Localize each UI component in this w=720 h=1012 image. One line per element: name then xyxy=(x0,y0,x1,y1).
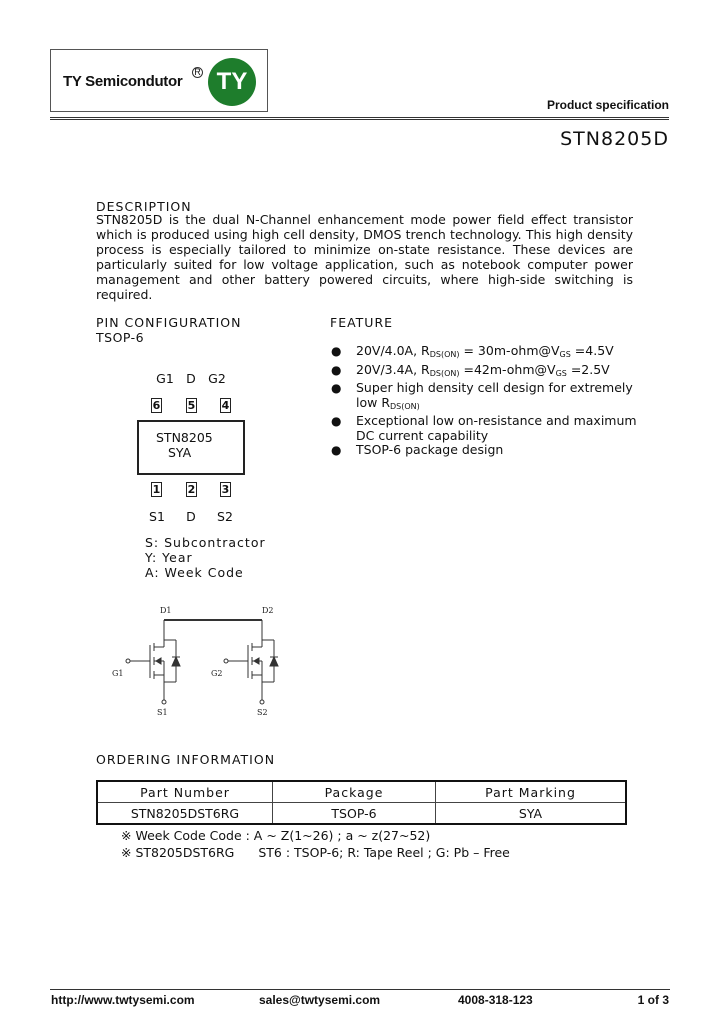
dual-mosfet-schematic xyxy=(110,600,300,720)
ty-logo: TY xyxy=(208,58,256,106)
mosfet-2 xyxy=(224,640,278,700)
part-number-title: STN8205D xyxy=(560,128,669,150)
cell-marking: SYA xyxy=(436,803,627,825)
pin-label-d: D xyxy=(186,371,196,386)
bullet-icon: ● xyxy=(331,414,342,428)
chip-marking-code: SYA xyxy=(168,445,192,460)
package-name: TSOP-6 xyxy=(96,330,145,345)
column-header: Part Marking xyxy=(436,781,627,803)
legend-item: Y: Year xyxy=(145,550,193,565)
doc-type: Product specification xyxy=(546,98,669,112)
footer-email-link[interactable]: sales@twtysemi.com xyxy=(259,993,381,1007)
header-rule xyxy=(50,117,669,118)
marking-legend xyxy=(145,535,266,580)
pin-5: 5 xyxy=(187,399,196,412)
pin-label-g1: G1 xyxy=(156,371,174,386)
registered-mark: R xyxy=(192,67,203,78)
ordering-heading: ORDERING INFORMATION xyxy=(96,752,276,767)
pin-label-g2: G2 xyxy=(208,371,226,386)
header-rule xyxy=(50,119,669,120)
page-number: 1 of 3 xyxy=(637,993,669,1007)
label-g2: G2 xyxy=(211,669,223,678)
pin-4: 4 xyxy=(221,399,230,412)
pin-config-heading: PIN CONFIGURATION xyxy=(96,315,242,330)
cell-part-number: STN8205DST6RG xyxy=(97,803,273,825)
pin-3: 3 xyxy=(221,483,230,496)
ordering-table xyxy=(96,780,627,825)
description-heading: DESCRIPTION xyxy=(96,199,192,214)
feature-item: ● TSOP-6 package design xyxy=(331,442,504,457)
feature-item: ● 20V/3.4A, $R_{DS(ON)}$ $=42m-ohm@V_{GS} =2.5V$ xyxy=(331,361,610,378)
note-week-code: ※ Week Code Code : A ~ Z(1~26) ; a ~ z(27~52) xyxy=(121,828,431,843)
label-s1: S1 xyxy=(157,708,168,717)
note-part-code: ※ ST8205DST6RG ST6 : TSOP-6; R: Tape Reel ; G: Pb – Free xyxy=(121,845,510,860)
column-header: Package xyxy=(273,781,436,803)
bullet-icon: ● xyxy=(331,362,342,377)
description-text: STN8205D is the dual N-Channel enhancement mode power field effect transistor which is produced using high cell density, DMOS trench technology. This high density process is especially tailored to minimize on-state resistance. These devices are particularly suited for low voltage application, such as notebook computer power management and other battery powered circuits, where high-side switching is required. xyxy=(96,212,633,302)
company-name: TY Semicondutor xyxy=(63,73,183,90)
feature-item: ● Exceptional low on-resistance and maximum DC current capability xyxy=(331,413,637,443)
column-header: Part Number xyxy=(97,781,273,803)
table-row xyxy=(97,803,626,825)
feature-list xyxy=(330,344,650,458)
table-header-row xyxy=(97,781,626,803)
pin-label-s2: S2 xyxy=(217,509,233,524)
feature-item: ● 20V/4.0A, $R_{DS(ON)}$ = $30m-ohm@V_{GS} =4.5V$ xyxy=(331,343,614,359)
label-d2: D2 xyxy=(262,606,274,615)
legend-item: S: Subcontractor xyxy=(145,535,266,550)
mosfet-1 xyxy=(126,640,180,700)
pin-2: 2 xyxy=(187,483,196,496)
footer-phone: 4008-318-123 xyxy=(458,993,533,1007)
pin-6: 6 xyxy=(152,399,161,412)
label-d1: D1 xyxy=(160,606,172,615)
label-s2: S2 xyxy=(257,708,268,717)
bullet-icon: ● xyxy=(331,344,342,358)
pin-label-s1: S1 xyxy=(149,509,165,524)
cell-package: TSOP-6 xyxy=(273,803,436,825)
feature-item: ● Super high density cell design for extremely low $R_{DS(ON)}$ xyxy=(331,380,633,411)
pin-label-d-bottom: D xyxy=(186,509,196,524)
pin-1: 1 xyxy=(152,483,161,496)
feature-heading: FEATURE xyxy=(330,315,394,330)
footer-website-link[interactable]: http://www.twtysemi.com xyxy=(51,993,195,1007)
footer-rule xyxy=(50,989,670,990)
chip-marking: STN8205 xyxy=(156,430,213,445)
ordering-notes xyxy=(121,827,510,861)
bullet-icon: ● xyxy=(331,381,342,395)
legend-item: A: Week Code xyxy=(145,565,244,580)
bullet-icon: ● xyxy=(331,443,342,457)
label-g1: G1 xyxy=(112,669,124,678)
